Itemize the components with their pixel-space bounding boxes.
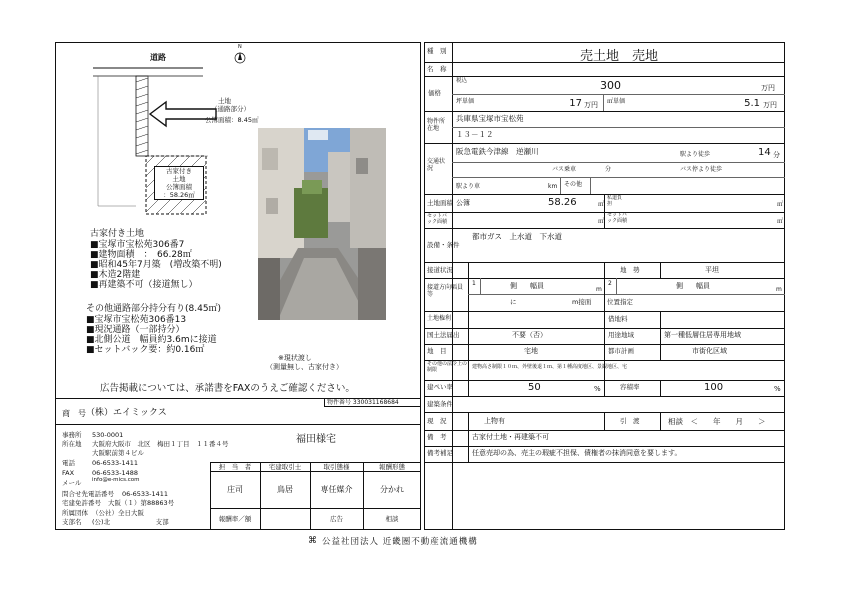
sqm-label: ㎡単価 bbox=[607, 98, 626, 105]
current-label: 現 況 bbox=[427, 417, 447, 425]
divider bbox=[424, 76, 785, 77]
mail-label: メール bbox=[62, 479, 82, 487]
listing-type: 売土地 売地 bbox=[579, 49, 658, 64]
divider bbox=[660, 380, 661, 396]
divider bbox=[604, 194, 605, 228]
divider bbox=[468, 412, 469, 430]
bcr-unit: % bbox=[594, 385, 601, 393]
traffic-label: 交通状況 bbox=[427, 158, 446, 173]
divider bbox=[424, 111, 785, 112]
bcr-label: 建ぺい率 bbox=[427, 383, 453, 391]
desc-line: ■再建築不可（接道無し） bbox=[90, 280, 198, 290]
land-right-label: 土地権利 bbox=[427, 315, 452, 322]
private-road-label: 私道負担 bbox=[607, 195, 623, 207]
road-ni: に bbox=[510, 298, 517, 306]
private-road-unit: ㎡ bbox=[777, 201, 784, 208]
footer-org: 公益社団法人 近畿圏不動産流通機構 bbox=[322, 537, 478, 547]
remarks-value: 古家付土地・再建築不可 bbox=[472, 433, 549, 441]
terrain-value: 平坦 bbox=[705, 266, 719, 274]
sqm-value: 5.1 bbox=[744, 98, 760, 109]
company-name: （株）エイミックス bbox=[86, 408, 167, 418]
price-value: 300 bbox=[600, 79, 621, 92]
price-tax-label: 税込 bbox=[456, 78, 468, 84]
office-value: 530-0001 bbox=[92, 431, 124, 439]
road1-width: 幅員 bbox=[530, 282, 544, 290]
plan-value: 不要（否） bbox=[512, 331, 547, 339]
passage-heading: その他通路部分持分有り(8.45㎡) bbox=[86, 304, 222, 314]
license-label: 宅建免許番号 bbox=[62, 499, 101, 507]
passage-line: ■セットバック要：約0.16㎡ bbox=[86, 345, 205, 355]
price-label: 価格 bbox=[428, 89, 441, 97]
staff-row3-cell: 相談 bbox=[385, 515, 399, 523]
passage-line: ■北側公道 幅員約3.6mに接道 bbox=[86, 335, 217, 345]
divider bbox=[660, 412, 661, 430]
setback-unit: ㎡ bbox=[598, 218, 605, 225]
house-area-value: ：58.26㎡ bbox=[163, 190, 195, 199]
divider bbox=[468, 311, 469, 396]
current-value: 上物有 bbox=[484, 417, 505, 425]
tsubo-label: 坪単価 bbox=[456, 98, 475, 105]
divider bbox=[616, 278, 617, 294]
passage-line: ■宝塚市宝松苑306番13 bbox=[86, 315, 187, 325]
road2-side: 側 bbox=[676, 282, 683, 290]
house-lot-label bbox=[154, 166, 204, 200]
staff-row3-cell: 報酬率／額 bbox=[218, 515, 252, 523]
use-zone-label: 用途地域 bbox=[608, 331, 634, 339]
property-photo-drawing bbox=[258, 128, 386, 320]
house-label2: 土地 bbox=[172, 174, 186, 183]
address-label: 所在地 bbox=[62, 440, 82, 448]
staff-header: 報酬形態 bbox=[379, 463, 405, 471]
staff-header: 担 当 者 bbox=[218, 463, 252, 471]
desc-heading: 古家付き土地 bbox=[90, 229, 145, 239]
branch-value: (公)北 支部 bbox=[92, 518, 169, 526]
divider bbox=[424, 396, 785, 397]
position-label: 位置指定 bbox=[607, 298, 633, 306]
land-area-label: 土地面積 bbox=[427, 199, 453, 207]
remarks-sup-label: 備考補足 bbox=[427, 449, 453, 457]
walk-value: 14 bbox=[758, 147, 771, 158]
divider bbox=[55, 424, 421, 425]
desc-line: ■昭和45年7月築 (増改築不明) bbox=[90, 260, 222, 270]
remarks-sup-value: 任意売却の為、売主の瑕疵不担保、債権者の抹消同意を要します。 bbox=[472, 449, 682, 457]
divider bbox=[424, 430, 785, 431]
divider bbox=[424, 143, 785, 144]
staff-value: 分かれ bbox=[380, 485, 404, 494]
tsubo-value: 17 bbox=[569, 98, 582, 109]
land-area-value: 58.26 bbox=[548, 197, 577, 208]
divider bbox=[604, 412, 605, 430]
assoc-value: （公社）全日大阪 bbox=[92, 509, 144, 517]
divider bbox=[452, 177, 785, 178]
location-line-2: １３－１２ bbox=[456, 130, 494, 139]
recipient-name: 福田様宅 bbox=[296, 434, 336, 445]
road1-no: 1 bbox=[472, 280, 476, 287]
rent-label: 借地料 bbox=[608, 315, 628, 323]
setback-unit-2: ㎡ bbox=[777, 218, 784, 225]
divider bbox=[604, 278, 605, 311]
divider bbox=[660, 262, 661, 278]
land-label: 土地 bbox=[218, 97, 231, 105]
divider bbox=[660, 311, 661, 360]
city-plan-label: 都市計画 bbox=[608, 347, 634, 355]
passage-description bbox=[86, 305, 221, 355]
staff-header: 取引態様 bbox=[323, 463, 350, 471]
photo-caption-1: ※現状渡し bbox=[278, 354, 312, 362]
setback-label: セットバック面積 bbox=[427, 213, 448, 225]
divider bbox=[424, 446, 785, 447]
property-number bbox=[324, 398, 421, 407]
sqm-unit: 万円 bbox=[763, 101, 777, 109]
address-line-2: 大阪駅前第４ビル bbox=[92, 449, 144, 457]
fax-value: 06-6533-1488 bbox=[92, 469, 139, 477]
divider bbox=[468, 262, 469, 278]
desc-line: ■木造2階建 bbox=[90, 270, 141, 280]
passage-line: ■現況通路（一部持分） bbox=[86, 325, 185, 335]
road-sesshi: m接面 bbox=[572, 298, 592, 306]
road2-unit: m bbox=[776, 286, 782, 293]
staff-table bbox=[210, 462, 421, 530]
road-status-label: 接道状況 bbox=[427, 266, 453, 274]
divider bbox=[604, 262, 605, 278]
divider bbox=[452, 94, 785, 95]
road1-unit: m bbox=[596, 286, 602, 293]
contact-label: 問合せ先電話番号 bbox=[62, 490, 114, 498]
build-condition-label: 建築条件 bbox=[427, 400, 453, 408]
divider bbox=[260, 462, 261, 530]
facilities-label: 設備・条件 bbox=[427, 241, 460, 249]
north-label: N bbox=[238, 44, 242, 50]
contact-value: 06-6533-1411 bbox=[122, 490, 169, 498]
road-label: 道路 bbox=[150, 53, 166, 62]
km-unit: km bbox=[548, 183, 558, 190]
house-area-label: 公簿面積 bbox=[166, 183, 192, 191]
staff-value: 鳥居 bbox=[277, 485, 293, 494]
divider bbox=[480, 278, 481, 294]
land-category-label: 地 目 bbox=[427, 347, 447, 355]
line-station: 阪急電鉄今津線 逆瀬川 bbox=[456, 147, 539, 156]
bcr-value: 50 bbox=[528, 382, 541, 393]
bus-stop-label: バス停より徒歩 bbox=[680, 166, 723, 173]
divider bbox=[452, 127, 785, 128]
road2-no: 2 bbox=[608, 280, 612, 287]
property-number-text: 物件番号 330031168684 bbox=[327, 399, 399, 406]
setback-label-2: セットバック面積 bbox=[607, 212, 628, 224]
handover-value: 相談 ＜ 年 月 ＞ bbox=[668, 417, 766, 426]
divider bbox=[603, 94, 604, 111]
mail-value[interactable]: info@e-mics.com bbox=[92, 477, 140, 483]
land-sub-label: （通路部分） bbox=[211, 105, 250, 113]
remarks-label: 備 考 bbox=[427, 433, 447, 441]
divider bbox=[210, 508, 421, 509]
divider bbox=[560, 177, 561, 194]
company-name-label: 商 号 bbox=[62, 409, 86, 418]
staff-value: 庄司 bbox=[227, 485, 243, 494]
price-unit: 万円 bbox=[761, 84, 775, 92]
photo-caption-2: （測量無し、古家付き） bbox=[266, 363, 343, 371]
assoc-label: 所属団体 bbox=[62, 509, 88, 517]
ad-notice: 広告掲載については、承諾書をFAXのうえご確認ください。 bbox=[100, 383, 355, 394]
tel-label: 電話 bbox=[62, 459, 75, 467]
facilities-value: 都市ガス 上水道 下水道 bbox=[472, 232, 562, 241]
terrain-label: 地 勢 bbox=[620, 266, 640, 274]
land-area-unit: ㎡ bbox=[598, 201, 605, 208]
staff-row3-cell: 広告 bbox=[330, 515, 343, 523]
road-direction-label: 接道方向幅員等 bbox=[427, 284, 464, 299]
staff-header: 宅建取引士 bbox=[268, 463, 302, 471]
divider bbox=[468, 294, 785, 295]
property-description bbox=[90, 230, 222, 290]
house-label1: 古家付き bbox=[166, 167, 192, 175]
plan-label: 国土法届出 bbox=[427, 331, 460, 339]
land-area-label: 公簿面積：8.45㎡ bbox=[205, 116, 259, 124]
tsubo-unit: 万円 bbox=[584, 101, 598, 109]
site-map bbox=[58, 46, 258, 216]
fax-label: FAX bbox=[62, 469, 75, 477]
name-label: 名 称 bbox=[427, 65, 447, 73]
walk-label: 駅より徒歩 bbox=[680, 151, 711, 158]
land-category-value: 宅地 bbox=[524, 347, 538, 355]
station-car-label: 駅より車 bbox=[456, 183, 481, 190]
license-value: 大阪（１）第88863号 bbox=[108, 499, 175, 507]
divider bbox=[468, 430, 469, 462]
office-label: 事務所 bbox=[62, 431, 82, 439]
staff-value: 専任媒介 bbox=[320, 485, 353, 494]
type-label: 種 別 bbox=[427, 47, 447, 55]
far-label: 容積率 bbox=[620, 383, 640, 391]
divider bbox=[452, 162, 785, 163]
other-label: その他 bbox=[564, 181, 583, 188]
location-line-1: 兵庫県宝塚市宝松苑 bbox=[456, 114, 524, 123]
bus-label: バス乗車 bbox=[552, 166, 577, 173]
city-plan-value: 市街化区域 bbox=[692, 347, 727, 355]
divider bbox=[424, 462, 785, 463]
divider bbox=[210, 471, 421, 472]
branch-label: 支部名 bbox=[62, 518, 82, 526]
desc-line: ■建物面積 ： 66.28㎡ bbox=[90, 250, 192, 260]
restriction-label: その他の法令上の制限 bbox=[427, 361, 468, 373]
property-photo bbox=[258, 128, 386, 320]
road2-width: 幅員 bbox=[696, 282, 710, 290]
walk-unit: 分 bbox=[773, 151, 780, 159]
divider bbox=[604, 380, 605, 396]
divider bbox=[590, 177, 591, 194]
use-zone-value: 第一種低層住居専用地域 bbox=[664, 331, 741, 339]
address-line-1: 大阪府大阪市 北区 梅田１丁目 １１番４号 bbox=[92, 440, 229, 448]
divider bbox=[452, 194, 453, 228]
tel-value: 06-6533-1411 bbox=[92, 459, 139, 467]
far-unit: % bbox=[774, 385, 781, 393]
bus-unit: 分 bbox=[605, 166, 612, 173]
land-area-kind: 公簿 bbox=[456, 199, 470, 207]
restriction-value: 建物高さ制限１０ｍ、外壁後退１ｍ、第１種高度地区、景観地区、宅 bbox=[472, 364, 628, 370]
handover-label: 引 渡 bbox=[620, 417, 640, 425]
desc-line: ■宝塚市宝松苑306番7 bbox=[90, 240, 185, 250]
road1-side: 側 bbox=[510, 282, 517, 290]
footer-logo-icon: ⌘ bbox=[308, 536, 317, 546]
location-label: 物件所在地 bbox=[427, 118, 446, 133]
divider bbox=[424, 228, 785, 229]
far-value: 100 bbox=[704, 382, 724, 393]
